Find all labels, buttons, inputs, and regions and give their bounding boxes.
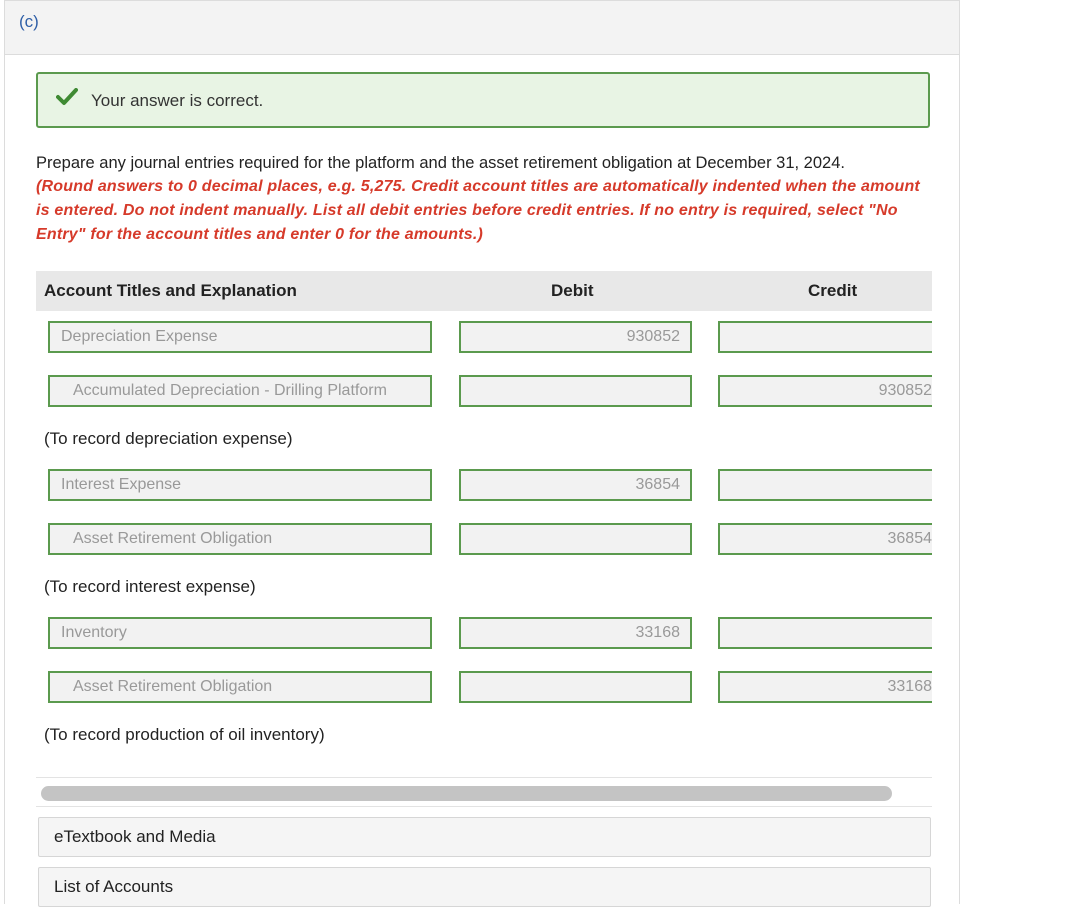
- question-prompt: Prepare any journal entries required for the platform and the asset retirement obligation at December 31, 2024.: [36, 154, 845, 172]
- credit-field[interactable]: [718, 617, 932, 649]
- question-instructions: (Round answers to 0 decimal places, e.g. 5,275. Credit account titles are automatically indented when the amount is entered. Do not indent manually. List all debit entries before credit entries. If no entry is required, select "No Entry" for the account titles and enter 0 for the amounts.): [36, 178, 920, 243]
- credit-field[interactable]: 930852: [718, 375, 932, 407]
- account-field[interactable]: Inventory: [48, 617, 432, 649]
- account-field[interactable]: Interest Expense: [48, 469, 432, 501]
- debit-field[interactable]: [459, 375, 692, 407]
- feedback-banner: [36, 72, 930, 128]
- part-header: [5, 1, 959, 55]
- checkmark-icon: [56, 88, 78, 106]
- debit-field[interactable]: 33168: [459, 617, 692, 649]
- debit-field[interactable]: [459, 671, 692, 703]
- credit-field[interactable]: 33168: [718, 671, 932, 703]
- account-field[interactable]: Depreciation Expense: [48, 321, 432, 353]
- entry-explanation: (To record interest expense): [44, 577, 256, 596]
- account-field[interactable]: Asset Retirement Obligation: [48, 523, 432, 555]
- journal-table-header: [36, 271, 932, 311]
- header-account: Account Titles and Explanation: [44, 281, 297, 300]
- etextbook-button[interactable]: eTextbook and Media: [38, 817, 931, 857]
- header-debit: Debit: [551, 281, 594, 300]
- question-panel: [4, 0, 960, 904]
- question-text: [36, 151, 936, 247]
- horizontal-scrollbar[interactable]: [36, 777, 932, 807]
- debit-field[interactable]: [459, 523, 692, 555]
- credit-field[interactable]: [718, 321, 932, 353]
- feedback-text: Your answer is correct.: [91, 91, 264, 110]
- entry-explanation: (To record depreciation expense): [44, 429, 293, 448]
- debit-field[interactable]: 930852: [459, 321, 692, 353]
- scrollbar-thumb[interactable]: [41, 786, 892, 801]
- account-field[interactable]: Accumulated Depreciation - Drilling Platform: [48, 375, 432, 407]
- list-of-accounts-button[interactable]: List of Accounts: [38, 867, 931, 907]
- credit-field[interactable]: 36854: [718, 523, 932, 555]
- entry-explanation: (To record production of oil inventory): [44, 725, 325, 744]
- part-label: (c): [19, 12, 39, 31]
- header-credit: Credit: [808, 281, 858, 300]
- credit-field[interactable]: [718, 469, 932, 501]
- debit-field[interactable]: 36854: [459, 469, 692, 501]
- account-field[interactable]: Asset Retirement Obligation: [48, 671, 432, 703]
